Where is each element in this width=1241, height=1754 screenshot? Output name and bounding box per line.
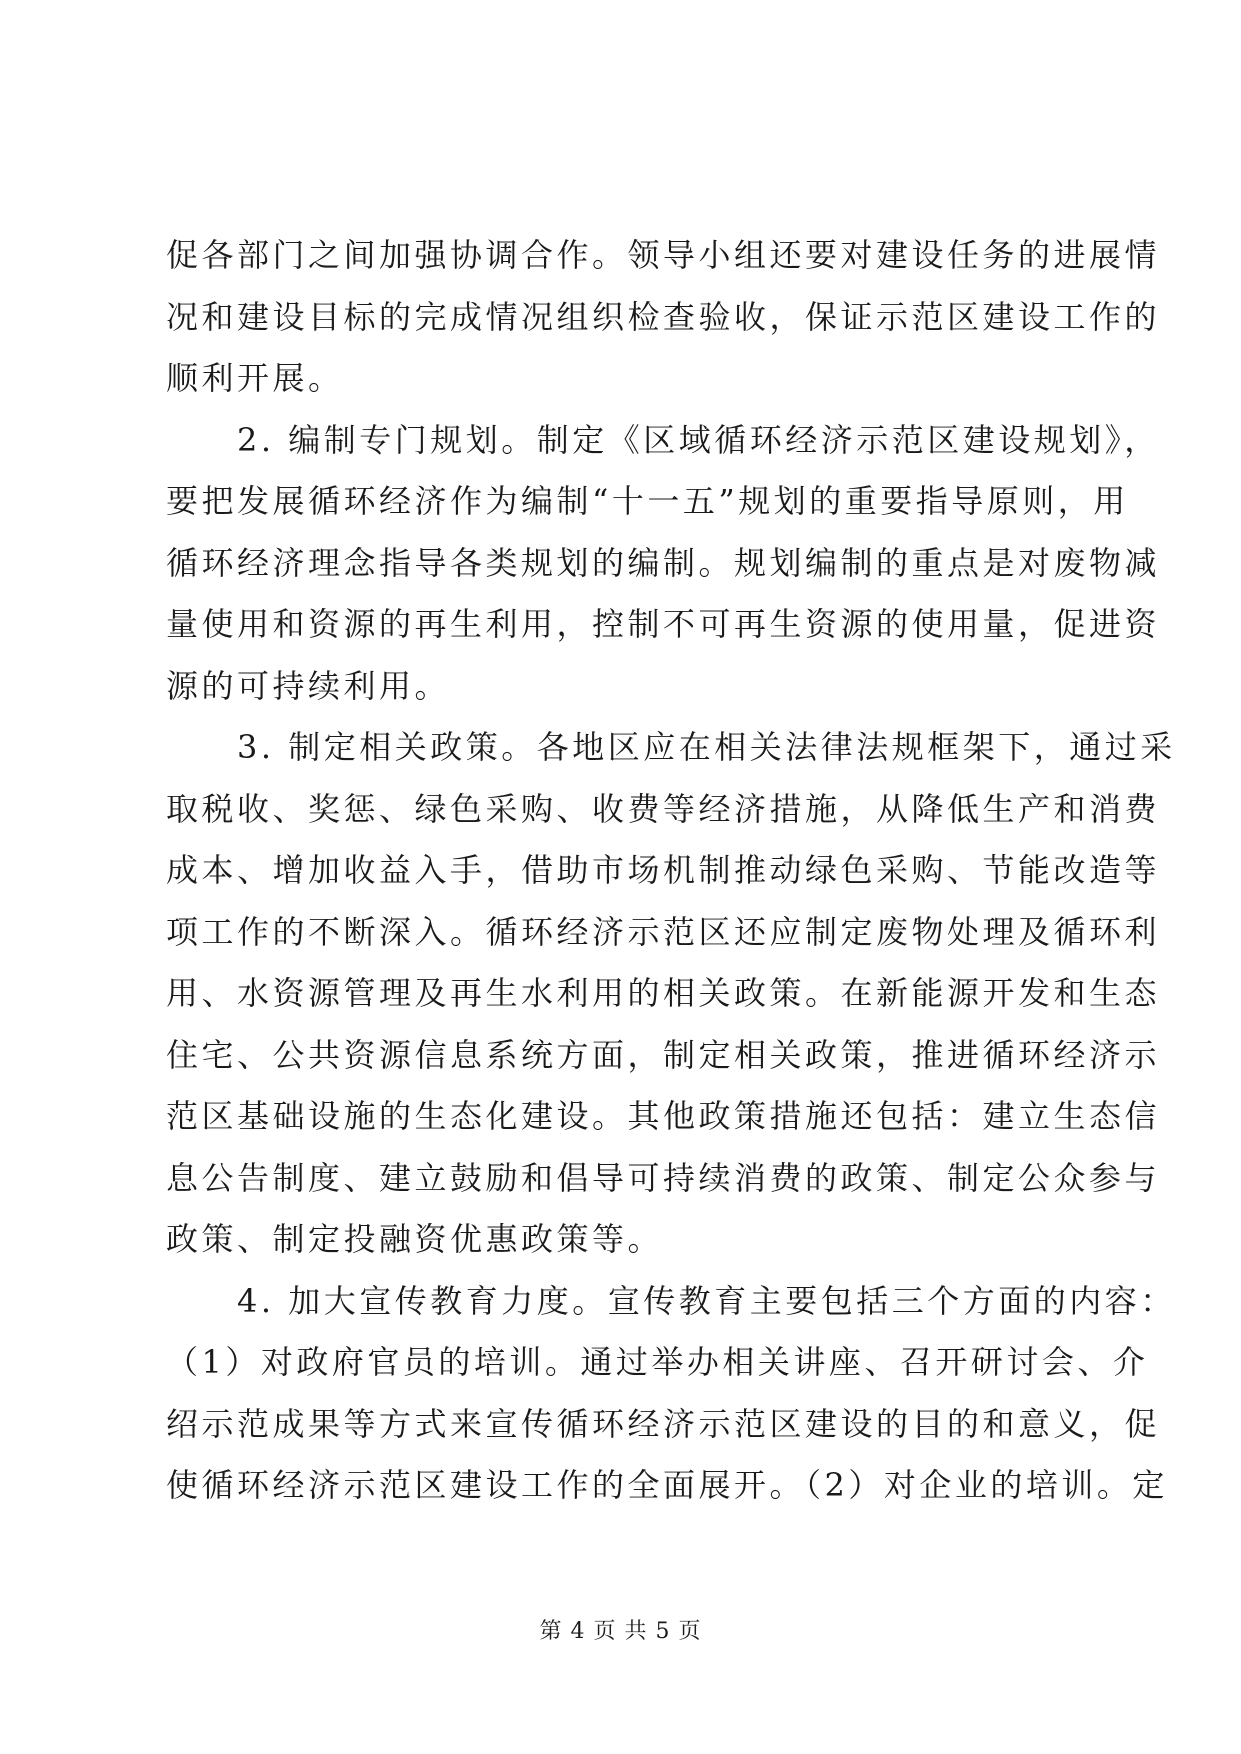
text-line: 2. 编制专门规划。制定《区域循环经济示范区建设规划》， — [166, 420, 1160, 459]
text-line: 成本、增加收益入手，借助市场机制推动绿色采购、节能改造等 — [166, 851, 1161, 889]
page-footer: 第 4 页 共 5 页 — [539, 1619, 702, 1644]
text-line: 况和建设目标的完成情况组织检查验收，保证示范区建设工作的 — [166, 297, 1161, 336]
text-line: 量使用和资源的再生利用，控制不可再生资源的使用量，促进资 — [166, 605, 1161, 643]
text-line: 项工作的不断深入。循环经济示范区还应制定废物处理及循环利 — [166, 912, 1161, 951]
text-line: 顺利开展。 — [166, 359, 344, 397]
text-line: 3. 制定相关政策。各地区应在相关法律法规框架下，通过采 — [166, 728, 1176, 766]
document-body — [166, 225, 1176, 1517]
text-line: （1）对政府官员的培训。通过举办相关讲座、召开研讨会、介 — [166, 1343, 1149, 1381]
text-line: 范区基础设施的生态化建设。其他政策措施还包括：建立生态信 — [166, 1097, 1161, 1135]
text-line: 要把发展循环经济作为编制“十一五”规划的重要指导原则，用 — [166, 482, 1129, 520]
text-line: 4. 加大宣传教育力度。宣传教育主要包括三个方面的内容： — [166, 1281, 1176, 1320]
text-line: 使循环经济示范区建设工作的全面展开。（2）对企业的培训。定 — [166, 1466, 1168, 1504]
text-line: 政策、制定投融资优惠政策等。 — [166, 1220, 664, 1258]
text-line: 息公告制度、建立鼓励和倡导可持续消费的政策、制定公众参与 — [166, 1158, 1161, 1197]
text-line: 循环经济理念指导各类规划的编制。规划编制的重点是对废物减 — [166, 543, 1161, 582]
text-line: 住宅、公共资源信息系统方面，制定相关政策，推进循环经济示 — [166, 1035, 1161, 1074]
text-line: 促各部门之间加强协调合作。领导小组还要对建设任务的进展情 — [166, 236, 1161, 274]
text-line: 取税收、奖惩、绿色采购、收费等经济措施，从降低生产和消费 — [166, 789, 1161, 828]
text-line: 用、水资源管理及再生水利用的相关政策。在新能源开发和生态 — [166, 974, 1161, 1012]
text-line: 绍示范成果等方式来宣传循环经济示范区建设的目的和意义，促 — [166, 1404, 1161, 1443]
text-line: 源的可持续利用。 — [166, 666, 451, 705]
